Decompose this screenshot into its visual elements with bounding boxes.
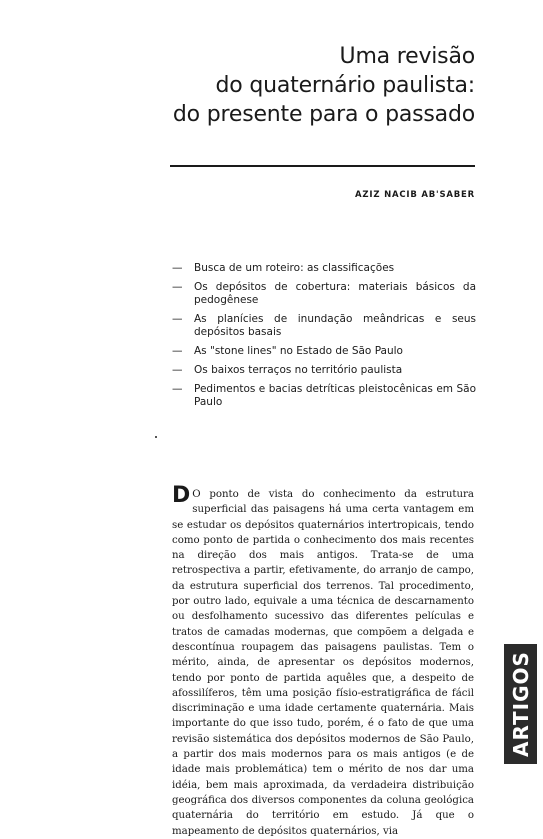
drop-cap: D: [172, 483, 191, 508]
summary-item-text: Os baixos terraços no território paulista: [194, 364, 403, 376]
summary-item-text: Busca de um roteiro: as classificações: [194, 262, 395, 274]
summary-item: [172, 364, 476, 377]
title-line-2: do quaternário paulista:: [215, 73, 475, 98]
scan-speck: [155, 436, 157, 438]
summary-item-text: Os depósitos de cobertura: materiais básicos da pedogênese: [194, 281, 476, 306]
author-name: AZIZ NACIB AB'SABER: [355, 190, 475, 200]
summary-item: [172, 281, 476, 307]
dash-marker: —: [172, 281, 183, 293]
section-summary-list: [172, 262, 476, 415]
section-tab-label: ARTIGOS: [508, 651, 533, 757]
title-line-3: do presente para o passado: [172, 102, 475, 127]
summary-item: [172, 383, 476, 409]
article-body: [172, 483, 474, 839]
summary-item-text: As "stone lines" no Estado de São Paulo: [194, 345, 403, 357]
dash-marker: —: [172, 313, 183, 325]
summary-item-text: As planícies de inundação meândricas e seus depósitos basais: [194, 313, 476, 338]
title-line-1: Uma revisão: [339, 44, 475, 69]
section-tab: [504, 644, 537, 764]
article-title: [173, 42, 475, 129]
summary-item: [172, 313, 476, 339]
summary-item: [172, 345, 476, 358]
summary-item-text: Pedimentos e bacias detríticas pleistocênicas em São Paulo: [194, 383, 476, 408]
dash-marker: —: [172, 364, 183, 376]
dash-marker: —: [172, 262, 183, 274]
title-divider: [170, 165, 475, 167]
dash-marker: —: [172, 345, 183, 357]
dash-marker: —: [172, 383, 183, 395]
summary-item: [172, 262, 476, 275]
body-paragraph: O ponto de vista do conhecimento da estrutura superficial das paisagens há uma certa vantagem em se estudar os depósitos quaternários intertropicais, tendo como ponto de partida o conhecimento dos mais recentes na direção dos mais antigos. Trata-se de uma retrospectiva a partir, efetivamente, do arranjo de campo, da estrutura superficial dos terrenos. Tal procedimento, por outro lado, equivale a uma técnica de descarnamento ou desfolhamento sucessivo das diferentes películas e tratos de camadas modernas, que compõem a delgada e descontínua roupagem das paisagens paulistas. Tem o mérito, ainda, de apresentar os depósitos modernos, tendo por ponto de partida aquêles que, a despeito de afossilíferos, têm uma posição físio-estratigráfica de fácil discriminação e uma idade certamente quaternária. Mais importante do que isso tudo, porém, é o fato de que uma revisão sistemática dos depósitos modernos de São Paulo, a partir dos mais modernos para os mais antigos (e de idade mais problemática) tem o mérito de nos dar uma idéia, bem mais aproximada, da verdadeira distribuição geográfica dos diversos componentes da coluna geológica quaternária do território em estudo. Já que o mapeamento de depósitos quaternários, via: [172, 489, 474, 837]
